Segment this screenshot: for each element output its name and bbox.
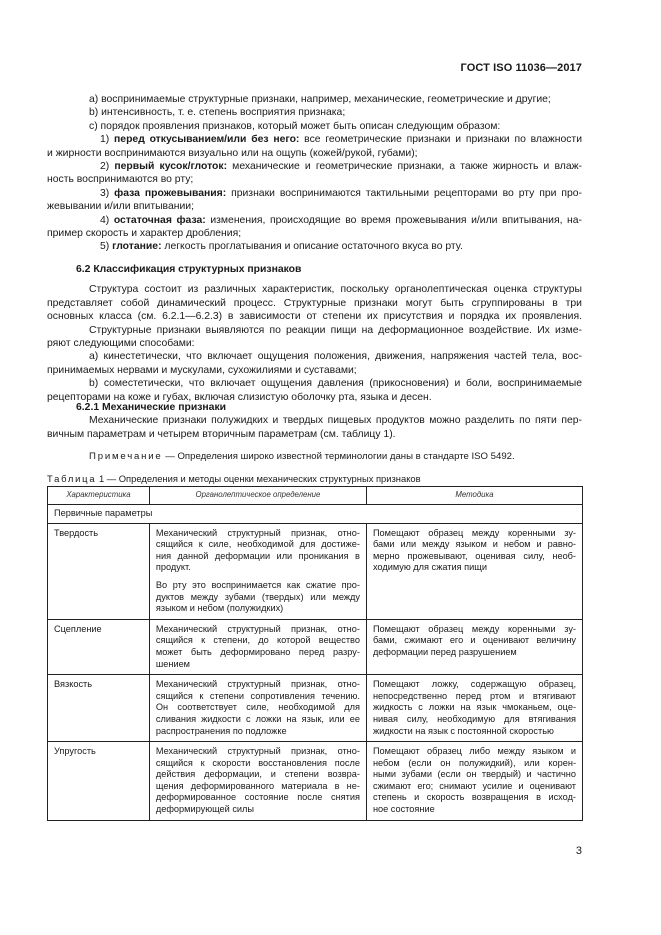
intro-item-b: b) интенсивность, т. е. степень восприятия признака; xyxy=(89,107,346,119)
section-6-2-1-title: 6.2.1 Механические признаки xyxy=(76,402,227,413)
header-characteristic: Характеристика xyxy=(48,487,150,505)
para-6-2-2-line-1: Структурные признаки выявляются по реакции пищи на деформационное воздействие. Их изме- xyxy=(89,324,582,336)
row-name: Сцепление xyxy=(48,619,150,674)
para-6-2-1-line-1: Механические признаки полужидких и твердых пищевых продуктов можно разделить по пяти пер- xyxy=(89,415,582,427)
stage-1-line-1: 1) перед откусыванием/или без него: все геометрические признаки и признаки по влажности xyxy=(100,134,582,146)
note-label: Примечание xyxy=(89,451,163,463)
para-6-2-1-line-2: вичным параметрам и четырем вторичным параметрам (см. таблицу 1). xyxy=(47,428,396,440)
header-definition: Органолептическое определение xyxy=(149,487,366,505)
item-a-line-2: принимаемых нервами и мускулами, сухожилиями и суставами; xyxy=(47,364,357,376)
table-row xyxy=(48,523,583,619)
section-6-2 xyxy=(47,263,582,404)
row-definition: Механический структурный признак, отно- сящийся к силе, необходимой для достиже- ния данной деформации или проникания в продукт. Во рту это воспринимается как сжатие про- дуктов между зубами (твердых) или между языком и небом (полужидких) xyxy=(149,523,366,619)
table-row xyxy=(48,742,583,821)
item-b-line-1: b) соместетически, что включает ощущения давления (прикосновения) и боли, воспринимаемые xyxy=(89,378,582,390)
table-caption-text: 1 — Определения и методы оценки механических структурных признаков xyxy=(96,473,421,484)
section-6-2-title: 6.2 Классификация структурных признаков xyxy=(76,264,302,275)
row-method: Помещают ложку, содержащую образец, непосредственно перед ртом и втягивают жидкость с ложки на язык чмоканьем, оце- нивая силу, необходимую для втягивания жидкости на язык с постоянной скоростью xyxy=(366,675,582,742)
row-method: Помещают образец между коренными зу- бами, сжимают его и оценивают величину деформации перед разрушением xyxy=(366,619,582,674)
row-method: Помещают образец либо между языком и небом (если он полужидкий), или корен- ными зубами (если он твердый) и частично сжимают его; снимают усилие и оценивают степень и скорость возвращения в исход- ное состояние xyxy=(366,742,582,821)
group-label: Первичные параметры xyxy=(48,505,583,524)
para-6-2-2-line-2: ряют следующими способами: xyxy=(47,338,195,350)
row-name: Вязкость xyxy=(48,675,150,742)
stage-5-line-1: 5) глотание: легкость проглатывания и описание остаточного вкуса во рту. xyxy=(100,241,463,253)
mechanical-properties-table xyxy=(47,486,583,821)
intro-item-a: a) воспринимаемые структурные признаки, например, механические, геометрические и другие; xyxy=(89,94,551,105)
stage-2-line-1: 2) первый кусок/глоток: механические и геометрические признаки, а также жирность и влаж- xyxy=(100,161,583,173)
table-caption xyxy=(47,473,421,484)
row-definition: Механический структурный признак, отно- сящийся к степени, до которой вещество может быть деформировано перед разру- шением xyxy=(149,619,366,674)
note-text: — Определения широко известной терминологии даны в стандарте ISO 5492. xyxy=(162,451,515,463)
table-row xyxy=(48,675,583,742)
row-name: Твердость xyxy=(48,523,150,619)
standard-header: ГОСТ ISO 11036—2017 xyxy=(460,62,582,74)
row-definition: Механический структурный признак, отно- сящийся к скорости восстановления после действия деформации, и степени возвра- щения деформированного материала в не- деформированное состояние после снятия деформирующей силы xyxy=(149,742,366,821)
stage-3-line-1: 3) фаза прожевывания: признаки воспринимаются тактильными рецепторами во рту при про- xyxy=(100,187,582,199)
header-method: Методика xyxy=(366,487,582,505)
table-caption-label: Таблица xyxy=(47,473,97,484)
stage-4-line-1: 4) остаточная фаза: изменения, происходящие во время прожевывания и/или впитывания, на- xyxy=(100,214,583,226)
table-group-row xyxy=(48,505,583,524)
para-6-2-line-3: основных класса (см. 6.2.1—6.2.3) в зависимости от степени их присутствия и порядка их проявления. xyxy=(47,311,582,323)
intro-list xyxy=(47,93,583,254)
row-name: Упругость xyxy=(48,742,150,821)
stage-1-line-2: и жирности воспринимаются визуально или на ощупь (кожей/рукой, губами); xyxy=(47,147,418,159)
note xyxy=(76,450,582,463)
table-header-row xyxy=(48,487,583,505)
section-6-2-1 xyxy=(47,401,582,464)
table-row xyxy=(48,619,583,674)
row-method: Помещают образец между коренными зу- бами или между языком и небом и равно- мерно прожевывают, оценивая силу, необ- ходимую для сжатия пищи xyxy=(366,523,582,619)
stage-3-line-2: жевывании и/или впитывании; xyxy=(47,201,194,213)
stage-4-line-2: пример скорость и характер дробления; xyxy=(47,228,242,240)
row-definition: Механический структурный признак, отно- сящийся к степени сопротивления течению. Он соответствует силе, необходимой для сливания жидкости с ложки на язык, или ее распространения по подложке xyxy=(149,675,366,742)
para-6-2-line-2: представляет собой динамический процесс. Структурные признаки могут быть сгруппированы в три xyxy=(47,297,582,309)
item-a-line-1: а) кинестетически, что включает ощущения положения, движения, напряжения частей тела, вос- xyxy=(89,351,582,363)
para-6-2-line-1: Структура состоит из различных характеристик, поскольку органолептическая оценка структуры xyxy=(89,284,582,296)
page-number: 3 xyxy=(575,845,582,857)
item-b-line-2: рецепторами на коже и губах, включая слизистую оболочку рта, языка и десен. xyxy=(47,391,432,403)
stage-2-line-2: ность воспринимаются во рту; xyxy=(47,174,194,186)
intro-item-c: c) порядок проявления признаков, который может быть описан следующим образом: xyxy=(89,120,501,132)
